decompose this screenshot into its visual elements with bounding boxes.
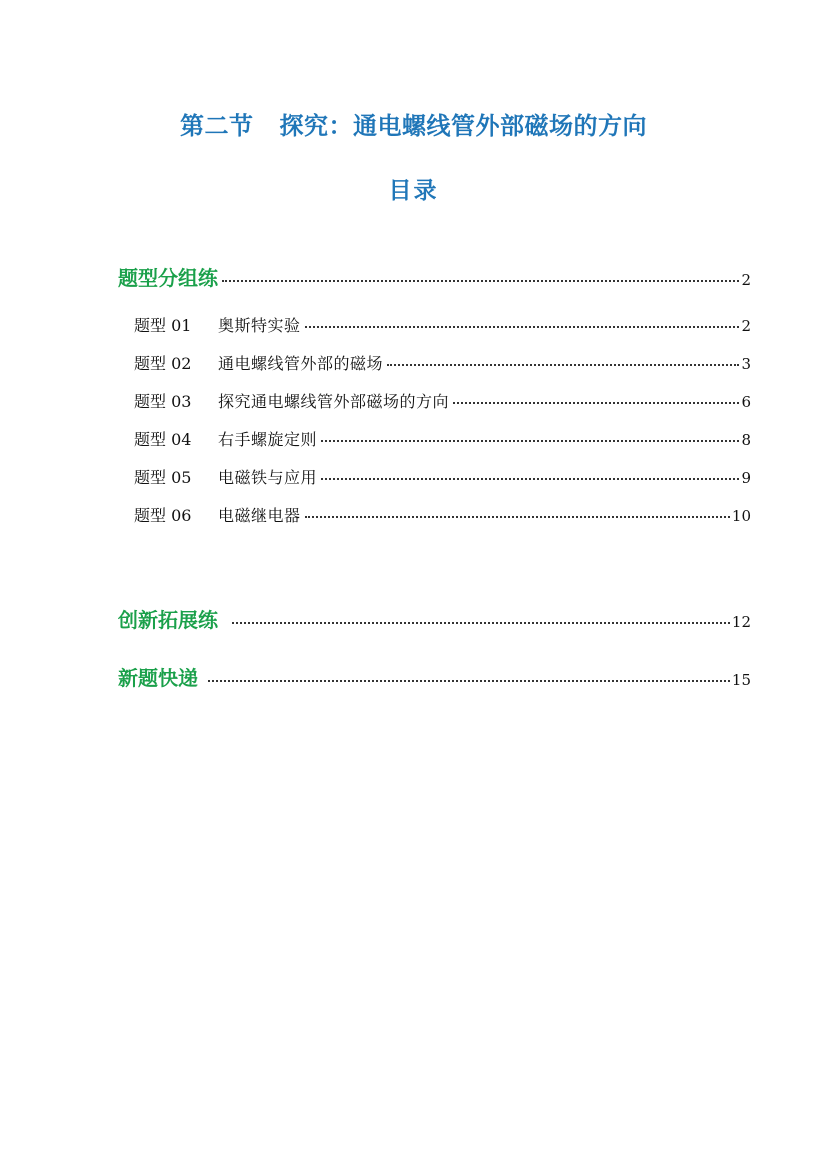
toc-item-number: 题型 02	[134, 354, 192, 373]
toc-item-label: 电磁铁与应用	[218, 468, 318, 487]
toc-leader	[453, 402, 739, 404]
toc-leader	[222, 280, 739, 282]
page-title	[0, 106, 827, 141]
toc-page-number: 15	[731, 671, 751, 689]
toc-section-label: 题型分组练	[118, 266, 218, 290]
toc-section-label: 新题快递	[118, 666, 198, 690]
toc-section-innovation-practice[interactable]	[118, 604, 751, 633]
toc-leader	[305, 326, 740, 328]
toc-leader	[321, 440, 739, 442]
toc-leader	[305, 516, 730, 518]
title-topic: 探究：通电螺线管外部磁场的方向	[279, 112, 647, 140]
toc-item-label: 右手螺旋定则	[218, 430, 318, 449]
toc-page-number: 9	[741, 469, 751, 487]
toc-page-number: 8	[741, 431, 751, 449]
toc-item-number: 题型 03	[134, 392, 192, 411]
toc-page-number: 2	[741, 271, 751, 289]
toc-section-label: 创新拓展练	[118, 608, 218, 632]
toc-leader	[321, 478, 739, 480]
toc-heading: 目录	[388, 178, 439, 204]
toc-item-number: 题型 04	[134, 430, 192, 449]
toc-leader	[232, 622, 730, 624]
toc-item-type-02[interactable]	[134, 351, 751, 374]
toc-item-label: 奥斯特实验	[218, 316, 301, 335]
toc-leader	[387, 364, 739, 366]
toc-item-type-01[interactable]	[134, 313, 751, 336]
toc-page-number: 3	[741, 355, 751, 373]
toc-item-type-06[interactable]	[134, 503, 751, 526]
toc-item-type-03[interactable]	[134, 389, 751, 412]
toc-section-group-practice[interactable]	[118, 262, 751, 291]
toc-section-new-questions[interactable]	[118, 662, 751, 691]
toc-page-number: 10	[731, 507, 751, 525]
title-section-number: 第二节	[180, 112, 254, 140]
toc-item-label: 通电螺线管外部的磁场	[218, 354, 384, 373]
toc-item-number: 题型 01	[134, 316, 192, 335]
toc-item-label: 电磁继电器	[218, 506, 301, 525]
toc-item-type-05[interactable]	[134, 465, 751, 488]
toc-item-type-04[interactable]	[134, 427, 751, 450]
toc-item-number: 题型 05	[134, 468, 192, 487]
toc-item-number: 题型 06	[134, 506, 192, 525]
toc-page-number: 6	[741, 393, 751, 411]
toc-leader	[208, 680, 730, 682]
toc-item-label: 探究通电螺线管外部磁场的方向	[218, 392, 450, 411]
toc-page-number: 12	[731, 613, 751, 631]
toc-page-number: 2	[741, 317, 751, 335]
